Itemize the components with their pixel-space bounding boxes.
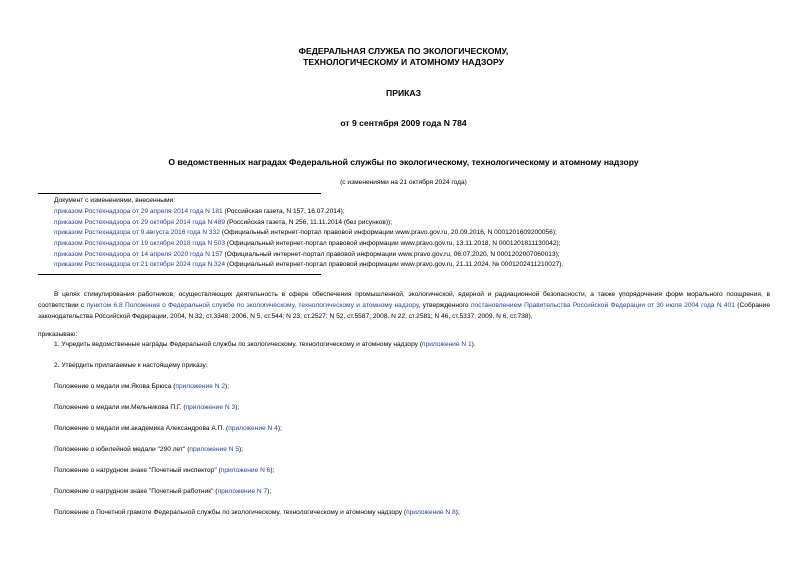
appendix-link[interactable]: приложение N 7 [217,488,268,495]
change-item [54,229,774,238]
regulation-item [54,488,774,497]
change-source: (Официальный интернет-портал правовой информации www.pravo.gov.ru, 20.09.2016, N 0001201609200056); [219,229,557,236]
preamble-text: , утвержденного [418,302,471,309]
regulation-text: Положение о Почетной грамоте Федеральной службы по экологическому, технологическому и атомному надзору ( [54,509,407,516]
change-link[interactable]: приказом Ростехнадзора от 9 августа 2016 года N 332 [54,229,220,236]
preamble-paragraph [38,289,770,322]
item-1 [54,341,774,350]
regulation-text: Положение о нагрудном знаке "Почетный инспектор" ( [54,467,221,474]
regulation-item [54,425,774,434]
regulation-text: Положение о медали им.Мельникова П.Г. ( [54,404,186,411]
changes-bottom-divider [38,274,321,275]
change-source: (Российская газета, N 157, 16.07.2014); [222,208,345,215]
regulation-end: ); [225,383,230,390]
item-2: 2. Утвердить прилагаемые к настоящему приказу: [54,362,208,369]
appendix-link[interactable]: приложение N 3 [185,404,236,411]
order-word: приказываю: [38,331,78,338]
regulation-end: ); [235,404,240,411]
preamble-text: В целях стимулирования работников, осуществляющих деятельность в сфере обеспечения промышленной, экологической, ядерной и радиационной безопасности, а также упорядочения форм морального поощрения, в соответствии с [38,291,770,309]
regulation-text: Положение о медали им.академика Александрова А.П. ( [54,425,229,432]
preamble-text: (Собрание законодательства Российской Федерации, 2004, N 32, ст.3348; 2006, N 5, ст.544; N 23, ст.2527; N 52, ст.5587; 2008, N 22, ст.2581; N 46, ст.5337; 2009, N 6, ст.738), [38,302,771,320]
appendix-link[interactable]: приложение N 5 [189,446,240,453]
change-source: (Российская газета, N 256, 11.11.2014 (без рисунков)); [225,219,393,226]
regulation-text: Положение о медали им.Якова Брюса ( [54,383,176,390]
appendix-link[interactable]: приложение N 4 [228,425,278,432]
regulation-item [54,446,774,455]
changes-top-divider [38,193,321,194]
appendix-link[interactable]: приложение N 6 [220,467,271,474]
doc-date-number: от 9 сентября 2009 года N 784 [340,118,467,128]
regulation-text: Положение о юбилейной медали "290 лет" ( [54,446,190,453]
doc-type: ПРИКАЗ [386,88,421,98]
regulation-text: Положение о нагрудном знаке "Почетный работник" ( [54,488,218,495]
regulation-item [54,383,774,392]
regulation-item [54,509,774,518]
change-link[interactable]: приказом Ростехнадзора от 14 апреля 2020 года N 157 [54,251,223,258]
change-item [54,261,774,270]
change-item [54,208,774,217]
item-1-end: ). [471,341,476,348]
change-item [54,251,774,260]
change-source: (Официальный интернет-портал правовой информации www.pravo.gov.ru, 21.11.2024, № 0001202411210027). [225,261,564,268]
regulation-item [54,404,774,413]
change-link[interactable]: приказом Ростехнадзора от 29 октября 2014 года N 489 [54,219,226,226]
government-decree-link[interactable]: постановлением Правительства Российской Федерации от 30 июля 2004 года N 401 [470,302,735,309]
agency-line-2: ТЕХНОЛОГИЧЕСКОМУ И АТОМНОМУ НАДЗОРУ [303,57,504,67]
regulation-end: ); [270,467,275,474]
regulation-link[interactable]: пунктом 6.8 Положения о Федеральной службе по экологическому, технологическому и атомному надзору [86,302,419,309]
revision-note: (с изменениями на 21 октября 2024 года) [340,179,467,186]
change-source: (Официальный интернет-портал правовой информации www.pravo.gov.ru, 13.11.2018, N 0001201811130042); [225,240,561,247]
regulation-item [54,467,774,476]
change-item [54,240,774,249]
regulation-end: ); [239,446,244,453]
changes-intro: Документ с изменениями, внесенными: [54,197,176,204]
appendix-link[interactable]: приложение N 2 [175,383,226,390]
regulation-end: ); [455,509,460,516]
change-source: (Официальный интернет-портал правовой информации www.pravo.gov.ru, 06.07.2020, N 0001202007060013); [222,251,560,258]
change-link[interactable]: приказом Ростехнадзора от 29 апреля 2014 года N 181 [54,208,223,215]
doc-title: О ведомственных наградах Федеральной службы по экологическому, технологическому и атомному надзору [168,157,639,167]
change-link[interactable]: приказом Ростехнадзора от 21 октября 2024 года N 324 [54,261,226,268]
agency-heading [0,46,807,68]
agency-line-1: ФЕДЕРАЛЬНАЯ СЛУЖБА ПО ЭКОЛОГИЧЕСКОМУ, [298,46,509,56]
regulation-end: ); [277,425,282,432]
item-1-text: 1. Учредить ведомственные награды Федеральной службы по экологическому, технологическому и атомному надзору ( [54,341,423,348]
appendix-link[interactable]: приложение N 1 [422,341,472,348]
change-link[interactable]: приказом Ростехнадзора от 19 октября 2018 года N 503 [54,240,226,247]
regulation-end: ); [267,488,272,495]
change-item [54,219,774,228]
appendix-link[interactable]: приложение N 8 [406,509,456,516]
